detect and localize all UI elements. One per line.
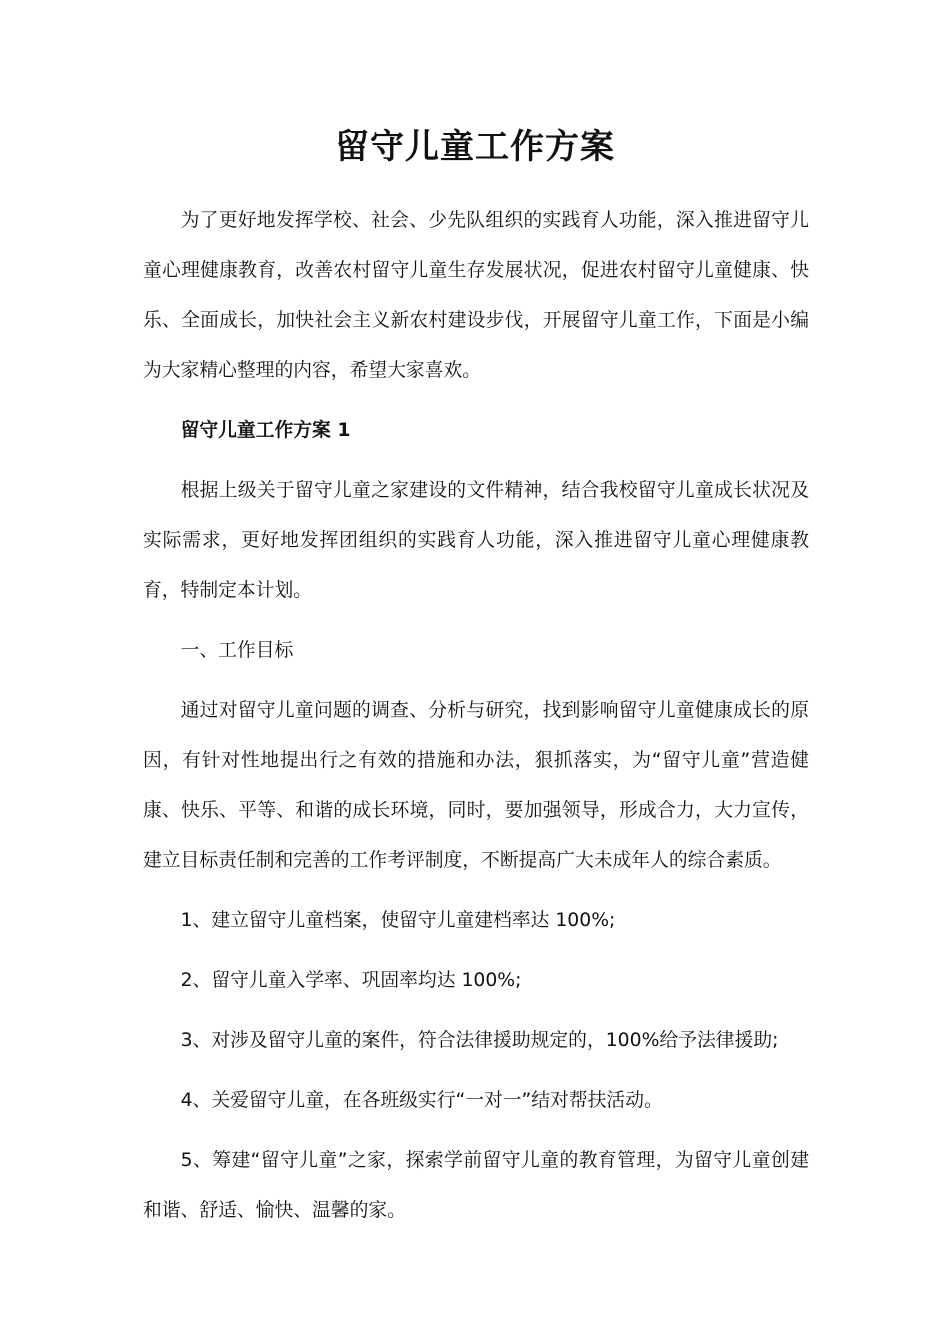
list-item: 5、筹建“留守儿童”之家，探索学前留守儿童的教育管理，为留守儿童创建和谐、舒适、愉快、温馨的家。 — [143, 1150, 809, 1221]
basis-paragraph: 根据上级关于留守儿童之家建设的文件精神，结合我校留守儿童成长状况及实际需求，更好地发挥团组织的实践育人功能，深入推进留守儿童心理健康教育，特制定本计划。 — [143, 480, 809, 601]
intro-paragraph: 为了更好地发挥学校、社会、少先队组织的实践育人功能，深入推进留守儿童心理健康教育，改善农村留守儿童生存发展状况，促进农村留守儿童健康、快乐、全面成长，加快社会主义新农村建设步伐，开展留守儿童工作，下面是小编为大家精心整理的内容，希望大家喜欢。 — [143, 210, 809, 381]
list-item: 1、建立留守儿童档案，使留守儿童建档率达 100%; — [180, 910, 616, 931]
document-title: 留守儿童工作方案 — [335, 126, 615, 167]
list-item: 2、留守儿童入学率、巩固率均达 100%; — [180, 970, 522, 991]
document-body — [143, 196, 809, 1246]
subsection-heading: 一、工作目标 — [180, 640, 294, 661]
goal-paragraph: 通过对留守儿童问题的调查、分析与研究，找到影响留守儿童健康成长的原因，有针对性地提出行之有效的措施和办法，狠抓落实，为“留守儿童”营造健康、快乐、平等、和谐的成长环境，同时，要加强领导，形成合力，大力宣传，建立目标责任制和完善的工作考评制度，不断提高广大未成年人的综合素质。 — [143, 700, 809, 871]
list-item: 3、对涉及留守儿童的案件，符合法律援助规定的，100%给予法律援助; — [180, 1030, 779, 1051]
list-item: 4、关爱留守儿童，在各班级实行“一对一”结对帮扶活动。 — [180, 1090, 663, 1111]
section-heading: 留守儿童工作方案 1 — [180, 420, 351, 441]
